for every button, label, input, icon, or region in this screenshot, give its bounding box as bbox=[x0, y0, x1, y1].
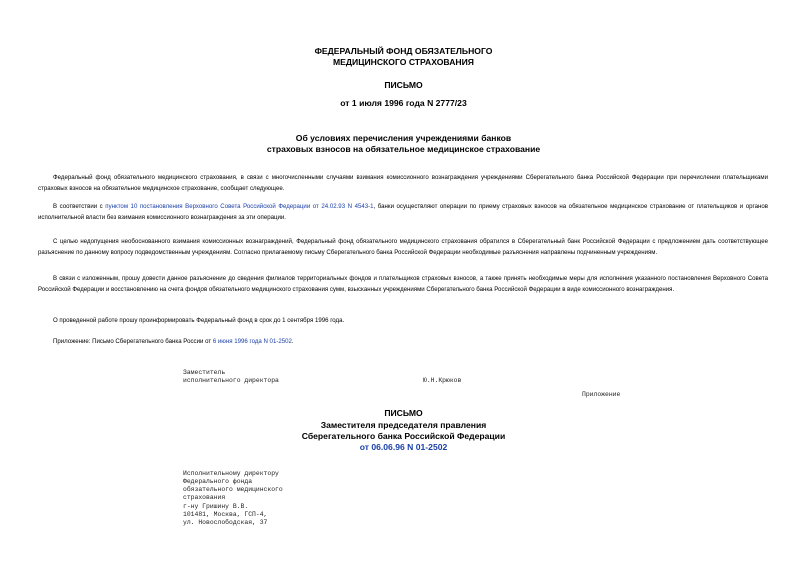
paragraph-4-text: В связи с изложенным, прошу довести данное разъяснение до сведения филиалов территориальных фондов и плательщиков страховых взносов, а также принять необходимые меры для исполнения указанного постановления Верховного Совета Российской Федерации и восстановлению на счета фондов обязательного медицинского страхования сумм, взысканных учреждениями Сберегательного банка Российской Федерации в виде комиссионного вознаграждения. bbox=[38, 275, 768, 293]
paragraph-5-text: О проведенной работе прошу проинформировать Федеральный фонд в срок до 1 сентября 1996 года. bbox=[53, 317, 345, 324]
appendix-date-wrapper bbox=[0, 442, 807, 452]
attachment-label: Приложение bbox=[582, 391, 621, 398]
paragraph-4 bbox=[38, 273, 768, 295]
paragraph-3 bbox=[38, 236, 768, 258]
signature-title-line1: Заместитель bbox=[183, 369, 226, 376]
attachment-text-after: . bbox=[291, 338, 294, 345]
addressee-line: ул. Новослободская, 37 bbox=[183, 519, 268, 526]
paragraph-1-text: Федеральный фонд обязательного медицинского страхования, в связи с многочисленными случаями взимания комиссионного вознаграждения учреждениями Сберегательного банка Российской Федерации при перечислении плательщиками страховых взносов на обязательное медицинское страхование, сообщает следующее. bbox=[38, 174, 768, 192]
paragraph-2-text-after: , банки осуществляют операции по приему страховых взносов на обязательное медицинское страхование от плательщиков и органов исполнительной власти без взимания комиссионного вознаграждения за эти операции. bbox=[38, 203, 768, 221]
org-name-line2: МЕДИЦИНСКОГО СТРАХОВАНИЯ bbox=[333, 57, 474, 67]
org-name-line1: ФЕДЕРАЛЬНЫЙ ФОНД ОБЯЗАТЕЛЬНОГО bbox=[314, 46, 493, 56]
subject-line2: страховых взносов на обязательное медицинское страхование bbox=[266, 144, 541, 154]
addressee-line: 101481, Москва, ГСП-4, bbox=[183, 511, 268, 518]
appendix-doc-type: ПИСЬМО bbox=[384, 408, 423, 418]
signature-title-line2: исполнительного директора bbox=[183, 377, 279, 384]
signature-name: Ю.Н.Крюков bbox=[423, 377, 462, 384]
doc-date-number: от 1 июля 1996 года N 2777/23 bbox=[340, 98, 467, 108]
addressee-line: Исполнительному директору bbox=[183, 470, 279, 477]
attachment-link[interactable]: 6 июня 1996 года N 01-2502 bbox=[212, 338, 292, 345]
appendix-date-link[interactable]: от 06.06.96 N 01-2502 bbox=[359, 442, 448, 452]
paragraph-5 bbox=[38, 315, 768, 326]
appendix-from-line2: Сберегательного банка Российской Федерации bbox=[301, 431, 506, 441]
paragraph-6 bbox=[38, 336, 768, 347]
addressee-line: Федерального фонда bbox=[183, 478, 253, 485]
paragraph-3-text: С целью недопущения необоснованного взимания комиссионных вознаграждений, Федеральный фонд обязательного медицинского страхования обратился в Сберегательный банк Российской Федерации с предложением дать соответствующее разъяснение по данному вопросу подведомственным учреждениям. Согласно прилагаемому письму Сберегательного банка Российской Федерации необходимые разъяснения направлены подчиненным учреждениям. bbox=[38, 238, 768, 256]
paragraph-2 bbox=[38, 201, 768, 223]
addressee-line: обязательного медицинского bbox=[183, 486, 283, 493]
appendix-from-line1: Заместителя председателя правления bbox=[320, 420, 487, 430]
doc-type: ПИСЬМО bbox=[384, 80, 423, 90]
paragraph-2-text-before: В соответствии с bbox=[53, 203, 106, 210]
resolution-link[interactable]: пунктом 10 постановления Верховного Совета Российской Федерации от 24.02.93 N 4543-1 bbox=[105, 203, 374, 210]
addressee-line: страхования bbox=[183, 494, 226, 501]
paragraph-1 bbox=[38, 172, 768, 194]
subject-line1: Об условиях перечисления учреждениями банков bbox=[295, 133, 512, 143]
attachment-text-before: Приложение: Письмо Сберегательного банка России от bbox=[53, 338, 213, 345]
addressee-line: г-ну Гришину В.В. bbox=[183, 503, 249, 510]
